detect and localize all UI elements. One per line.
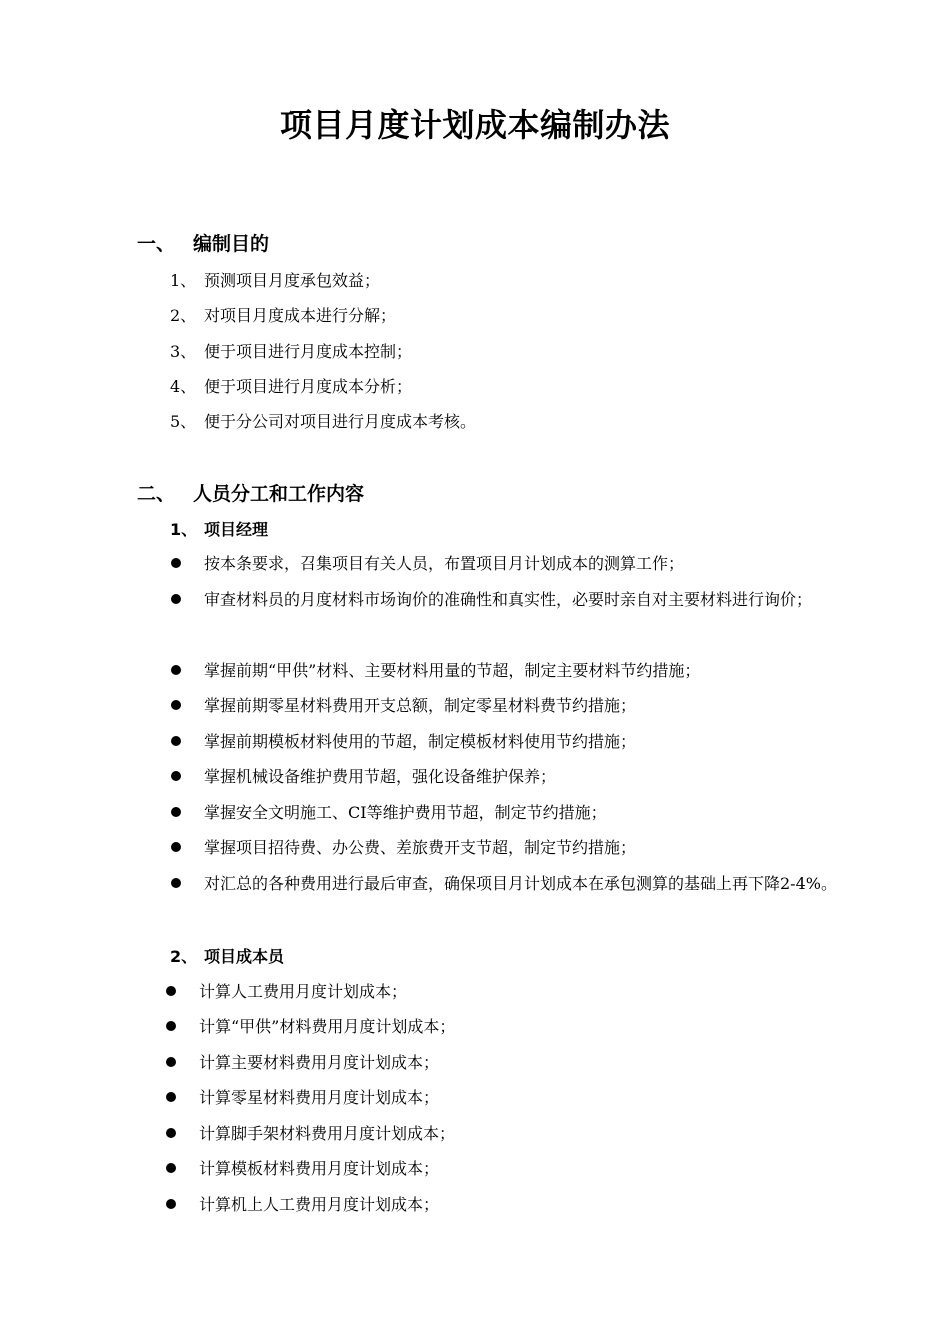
document-title: 项目月度计划成本编制办法 — [279, 106, 670, 144]
bullet-text: 审查材料员的月度材料市场询价的准确性和真实性，必要时亲自对主要材料进行询价； — [204, 590, 813, 609]
section-heading-1 — [137, 230, 269, 258]
bullet-item — [171, 866, 871, 901]
item-text: 便于项目进行月度成本分析； — [204, 377, 413, 396]
item-text: 对项目月度成本进行分解； — [204, 306, 397, 325]
list-item — [170, 339, 412, 365]
subsection-title: 项目经理 — [204, 520, 269, 539]
bullet-item — [171, 653, 871, 688]
bullet-dot-icon — [171, 807, 181, 817]
item-number: 3、 — [170, 342, 197, 361]
list-item — [170, 374, 412, 400]
bullet-dot-icon — [166, 1199, 176, 1209]
subsection-number: 1、 — [170, 520, 198, 539]
section-number: 一、 — [137, 233, 176, 255]
bullet-item — [171, 546, 871, 581]
subsection-heading-project-manager — [170, 517, 268, 543]
bullet-dot-icon — [171, 878, 181, 888]
bullet-dot-icon — [166, 1021, 176, 1031]
bullet-text: 掌握前期零星材料费用开支总额，制定零星材料费节约措施； — [204, 696, 637, 715]
bullet-text: 计算人工费用月度计划成本； — [199, 982, 408, 1001]
section-number: 二、 — [137, 483, 176, 505]
subsection-number: 2、 — [170, 947, 198, 966]
subsection-title: 项目成本员 — [204, 947, 285, 966]
bullet-text: 按本条要求，召集项目有关人员，布置项目月计划成本的测算工作； — [204, 554, 685, 573]
bullet-item — [171, 582, 871, 617]
list-item — [170, 268, 380, 294]
bullet-dot-icon — [171, 736, 181, 746]
bullet-item — [166, 1187, 866, 1222]
bullet-text: 掌握项目招待费、办公费、差旅费开支节超，制定节约措施； — [204, 838, 637, 857]
bullet-text: 掌握前期“甲供”材料、主要材料用量的节超，制定主要材料节约措施； — [204, 661, 701, 680]
bullet-text: 计算零星材料费用月度计划成本； — [199, 1088, 440, 1107]
bullet-dot-icon — [171, 594, 181, 604]
subsection-heading-cost-staff — [170, 944, 284, 970]
bullet-dot-icon — [166, 1163, 176, 1173]
bullet-dot-icon — [171, 665, 181, 675]
bullet-text: 计算脚手架材料费用月度计划成本； — [199, 1124, 456, 1143]
bullet-item — [171, 724, 871, 759]
bullet-item — [171, 830, 871, 865]
item-number: 2、 — [170, 306, 197, 325]
bullet-item — [166, 1045, 866, 1080]
section-title: 人员分工和工作内容 — [193, 483, 365, 505]
bullet-text: 计算机上人工费用月度计划成本； — [199, 1195, 440, 1214]
bullet-item — [166, 1151, 866, 1186]
item-number: 5、 — [170, 412, 197, 431]
bullet-text: 计算模板材料费用月度计划成本； — [199, 1159, 440, 1178]
item-text: 便于分公司对项目进行月度成本考核。 — [204, 412, 477, 431]
bullet-item — [166, 974, 866, 1009]
section-title: 编制目的 — [193, 233, 270, 255]
list-item — [170, 409, 476, 435]
bullet-dot-icon — [171, 771, 181, 781]
bullet-item — [171, 759, 871, 794]
bullet-text: 对汇总的各种费用进行最后审查，确保项目月计划成本在承包测算的基础上再下降2-4%。 — [204, 874, 837, 893]
bullet-item — [166, 1009, 866, 1044]
item-text: 预测项目月度承包效益； — [204, 271, 381, 290]
item-text: 便于项目进行月度成本控制； — [204, 342, 413, 361]
bullet-item — [166, 1080, 866, 1115]
bullet-dot-icon — [166, 1128, 176, 1138]
bullet-item — [171, 688, 871, 723]
list-item — [170, 303, 396, 329]
bullet-text: 掌握安全文明施工、CI等维护费用节超，制定节约措施； — [204, 803, 607, 822]
item-number: 1、 — [170, 271, 197, 290]
bullet-text: 计算“甲供”材料费用月度计划成本； — [199, 1017, 456, 1036]
bullet-dot-icon — [166, 986, 176, 996]
section-heading-2 — [137, 480, 364, 508]
bullet-dot-icon — [166, 1092, 176, 1102]
bullet-dot-icon — [171, 700, 181, 710]
bullet-text: 掌握机械设备维护费用节超，强化设备维护保养； — [204, 767, 557, 786]
bullet-item — [171, 795, 871, 830]
bullet-text: 计算主要材料费用月度计划成本； — [199, 1053, 440, 1072]
item-number: 4、 — [170, 377, 197, 396]
bullet-dot-icon — [171, 558, 181, 568]
bullet-item — [166, 1116, 866, 1151]
bullet-dot-icon — [171, 842, 181, 852]
bullet-dot-icon — [166, 1057, 176, 1067]
bullet-text: 掌握前期模板材料使用的节超，制定模板材料使用节约措施； — [204, 732, 637, 751]
